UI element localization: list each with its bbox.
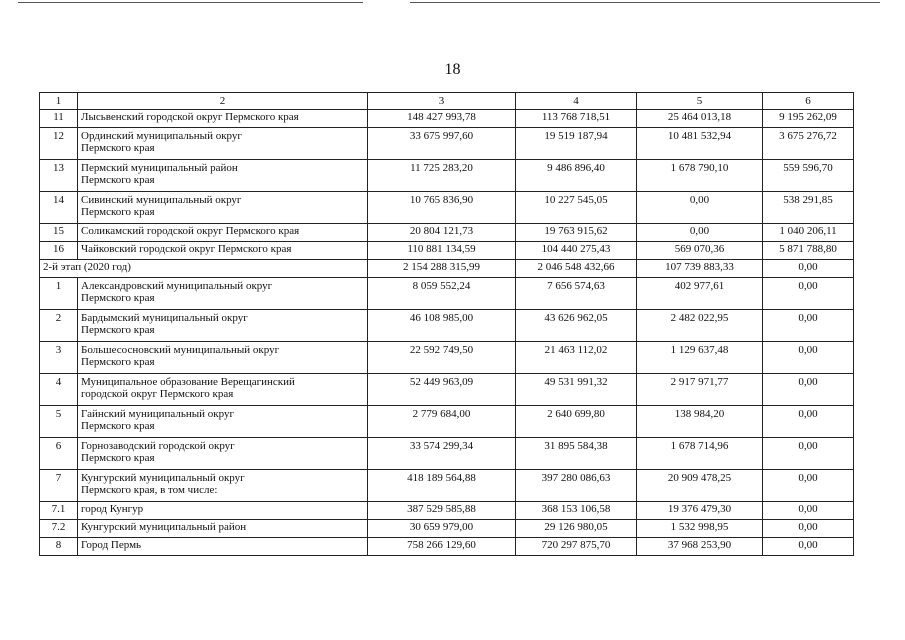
municipality-name: Кунгурский муниципальный округ Пермского края, в том числе: xyxy=(78,470,368,502)
amount-col5: 569 070,36 xyxy=(637,242,763,260)
amount-col5: 0,00 xyxy=(637,192,763,224)
table-row xyxy=(40,538,854,556)
amount-col4: 49 531 991,32 xyxy=(516,374,637,406)
table-row xyxy=(40,374,854,406)
amount-col4: 31 895 584,38 xyxy=(516,438,637,470)
amount-col4: 9 486 896,40 xyxy=(516,160,637,192)
amount-col5: 138 984,20 xyxy=(637,406,763,438)
municipality-name: Большесосновский муниципальный округ Пермского края xyxy=(78,342,368,374)
amount-col4: 29 126 980,05 xyxy=(516,520,637,538)
amount-col4: 368 153 106,58 xyxy=(516,502,637,520)
amount-col6: 0,00 xyxy=(763,502,854,520)
row-number: 5 xyxy=(40,406,78,438)
municipality-name: Соликамский городской округ Пермского края xyxy=(78,224,368,242)
amount-total: 22 592 749,50 xyxy=(368,342,516,374)
column-header: 6 xyxy=(763,93,854,110)
amount-total: 2 154 288 315,99 xyxy=(368,260,516,278)
municipality-name: Александровский муниципальный округ Пермского края xyxy=(78,278,368,310)
amount-col6: 5 871 788,80 xyxy=(763,242,854,260)
amount-col6: 0,00 xyxy=(763,438,854,470)
column-header: 5 xyxy=(637,93,763,110)
table-row xyxy=(40,470,854,502)
amount-col6: 0,00 xyxy=(763,520,854,538)
amount-col5: 10 481 532,94 xyxy=(637,128,763,160)
amount-col4: 7 656 574,63 xyxy=(516,278,637,310)
row-number: 2 xyxy=(40,310,78,342)
amount-total: 418 189 564,88 xyxy=(368,470,516,502)
row-number: 7.1 xyxy=(40,502,78,520)
amount-total: 52 449 963,09 xyxy=(368,374,516,406)
stage-label: 2-й этап (2020 год) xyxy=(40,260,368,278)
amount-col6: 0,00 xyxy=(763,406,854,438)
table-row xyxy=(40,502,854,520)
municipality-name: Муниципальное образование Верещагинский городской округ Пермского края xyxy=(78,374,368,406)
table-row xyxy=(40,438,854,470)
amount-col4: 19 519 187,94 xyxy=(516,128,637,160)
municipality-name: Чайковский городской округ Пермского края xyxy=(78,242,368,260)
row-number: 1 xyxy=(40,278,78,310)
table-row xyxy=(40,310,854,342)
amount-col4: 397 280 086,63 xyxy=(516,470,637,502)
amount-total: 2 779 684,00 xyxy=(368,406,516,438)
table-row xyxy=(40,520,854,538)
amount-col4: 2 640 699,80 xyxy=(516,406,637,438)
row-number: 6 xyxy=(40,438,78,470)
amount-col4: 19 763 915,62 xyxy=(516,224,637,242)
column-header: 3 xyxy=(368,93,516,110)
row-number: 12 xyxy=(40,128,78,160)
table-row xyxy=(40,242,854,260)
financing-table xyxy=(39,92,854,556)
municipality-name: Бардымский муниципальный округ Пермского края xyxy=(78,310,368,342)
municipality-name: Город Пермь xyxy=(78,538,368,556)
municipality-name: город Кунгур xyxy=(78,502,368,520)
amount-col4: 43 626 962,05 xyxy=(516,310,637,342)
table-row xyxy=(40,224,854,242)
row-number: 7.2 xyxy=(40,520,78,538)
amount-col5: 1 129 637,48 xyxy=(637,342,763,374)
amount-col4: 21 463 112,02 xyxy=(516,342,637,374)
column-header: 2 xyxy=(78,93,368,110)
amount-col6: 0,00 xyxy=(763,374,854,406)
table-row xyxy=(40,406,854,438)
amount-col5: 1 532 998,95 xyxy=(637,520,763,538)
amount-col5: 2 917 971,77 xyxy=(637,374,763,406)
amount-col6: 0,00 xyxy=(763,278,854,310)
amount-col6: 0,00 xyxy=(763,310,854,342)
amount-col6: 0,00 xyxy=(763,538,854,556)
amount-col4: 10 227 545,05 xyxy=(516,192,637,224)
column-header: 1 xyxy=(40,93,78,110)
page-number: 18 xyxy=(444,61,461,78)
amount-col4: 113 768 718,51 xyxy=(516,110,637,128)
amount-total: 30 659 979,00 xyxy=(368,520,516,538)
table-row xyxy=(40,342,854,374)
amount-col6: 538 291,85 xyxy=(763,192,854,224)
amount-col5: 1 678 714,96 xyxy=(637,438,763,470)
amount-col5: 19 376 479,30 xyxy=(637,502,763,520)
amount-col5: 2 482 022,95 xyxy=(637,310,763,342)
amount-col5: 1 678 790,10 xyxy=(637,160,763,192)
scan-top-line-right xyxy=(410,2,880,3)
amount-col5: 37 968 253,90 xyxy=(637,538,763,556)
amount-col6: 0,00 xyxy=(763,342,854,374)
table-body xyxy=(40,93,854,556)
row-number: 4 xyxy=(40,374,78,406)
stage-row xyxy=(40,260,854,278)
amount-total: 387 529 585,88 xyxy=(368,502,516,520)
amount-col6: 9 195 262,09 xyxy=(763,110,854,128)
amount-total: 33 675 997,60 xyxy=(368,128,516,160)
municipality-name: Пермский муниципальный район Пермского края xyxy=(78,160,368,192)
amount-total: 8 059 552,24 xyxy=(368,278,516,310)
amount-total: 758 266 129,60 xyxy=(368,538,516,556)
row-number: 14 xyxy=(40,192,78,224)
table-row xyxy=(40,278,854,310)
row-number: 8 xyxy=(40,538,78,556)
municipality-name: Горнозаводский городской округ Пермского края xyxy=(78,438,368,470)
amount-col6: 3 675 276,72 xyxy=(763,128,854,160)
table-row xyxy=(40,128,854,160)
scan-top-line-left xyxy=(18,2,363,3)
municipality-name: Сивинский муниципальный округ Пермского края xyxy=(78,192,368,224)
amount-total: 11 725 283,20 xyxy=(368,160,516,192)
row-number: 3 xyxy=(40,342,78,374)
table-row xyxy=(40,192,854,224)
municipality-name: Кунгурский муниципальный район xyxy=(78,520,368,538)
amount-total: 20 804 121,73 xyxy=(368,224,516,242)
row-number: 13 xyxy=(40,160,78,192)
amount-col5: 20 909 478,25 xyxy=(637,470,763,502)
row-number: 15 xyxy=(40,224,78,242)
amount-total: 46 108 985,00 xyxy=(368,310,516,342)
amount-total: 33 574 299,34 xyxy=(368,438,516,470)
amount-col6: 0,00 xyxy=(763,260,854,278)
row-number: 11 xyxy=(40,110,78,128)
municipality-name: Гайнский муниципальный округ Пермского края xyxy=(78,406,368,438)
amount-col5: 0,00 xyxy=(637,224,763,242)
table-row xyxy=(40,160,854,192)
amount-total: 148 427 993,78 xyxy=(368,110,516,128)
table-row xyxy=(40,110,854,128)
amount-col4: 720 297 875,70 xyxy=(516,538,637,556)
amount-col5: 25 464 013,18 xyxy=(637,110,763,128)
amount-col5: 402 977,61 xyxy=(637,278,763,310)
amount-total: 10 765 836,90 xyxy=(368,192,516,224)
row-number: 7 xyxy=(40,470,78,502)
column-header: 4 xyxy=(516,93,637,110)
amount-col6: 559 596,70 xyxy=(763,160,854,192)
municipality-name: Ординский муниципальный округ Пермского края xyxy=(78,128,368,160)
amount-col6: 1 040 206,11 xyxy=(763,224,854,242)
amount-col4: 2 046 548 432,66 xyxy=(516,260,637,278)
row-number: 16 xyxy=(40,242,78,260)
amount-col4: 104 440 275,43 xyxy=(516,242,637,260)
header-row xyxy=(40,93,854,110)
amount-total: 110 881 134,59 xyxy=(368,242,516,260)
amount-col6: 0,00 xyxy=(763,470,854,502)
municipality-name: Лысьвенский городской округ Пермского края xyxy=(78,110,368,128)
amount-col5: 107 739 883,33 xyxy=(637,260,763,278)
